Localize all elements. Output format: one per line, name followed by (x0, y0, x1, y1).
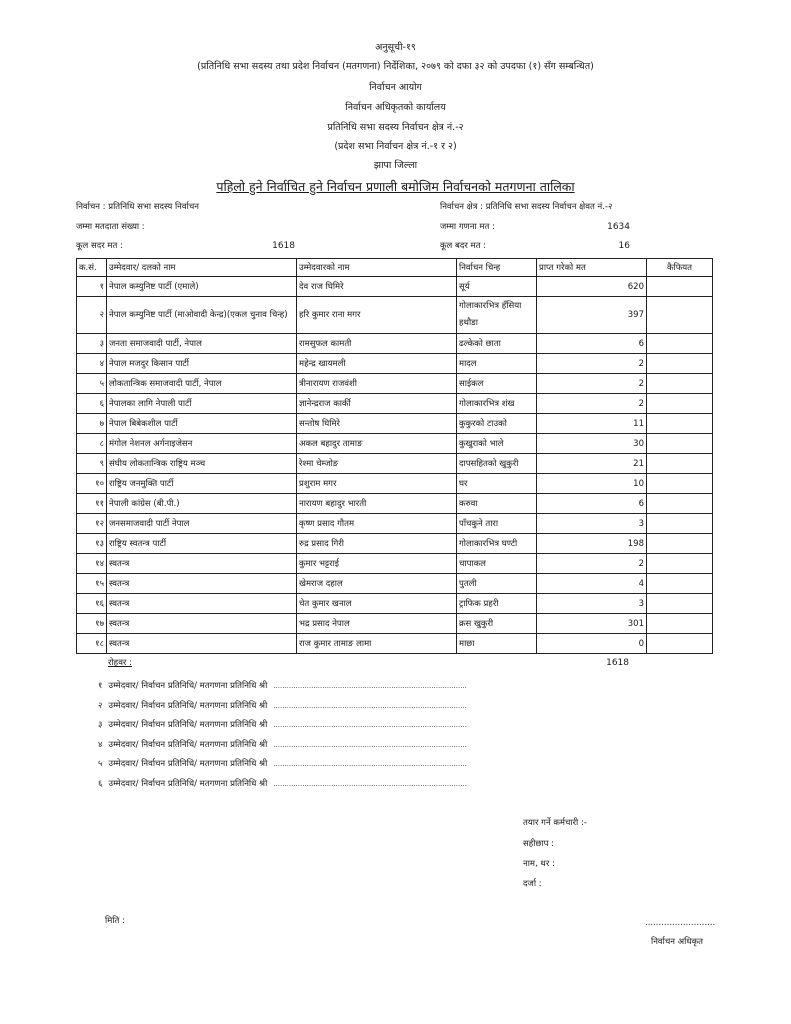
table-row (77, 277, 713, 297)
candidate-cell: देव राज घिमिरे (297, 277, 457, 297)
votes-cell: 2 (537, 354, 647, 374)
remarks-cell (647, 454, 713, 474)
symbol-cell: माछा (457, 634, 537, 654)
witness-number: ४ (98, 739, 103, 750)
schedule-label: अनुसूची-१९ (375, 42, 416, 53)
witness-label: रोहवर : (108, 658, 132, 668)
party-cell: संघीय लोकतान्त्रिक राष्ट्रिय मञ्च (107, 454, 297, 474)
symbol-cell: चापाकल (457, 554, 537, 574)
votes-cell: 2 (537, 374, 647, 394)
remarks-cell (647, 554, 713, 574)
remarks-cell (647, 277, 713, 297)
party-cell: नेपाल कम्युनिष्ट पार्टी (एमाले) (107, 277, 297, 297)
party-cell: राष्ट्रिय जनमुक्ति पार्टी (107, 474, 297, 494)
header-symbol: निर्वाचन चिन्ह (457, 259, 537, 277)
serial-cell: ११ (77, 494, 107, 514)
table-row (77, 474, 713, 494)
serial-cell: ५ (77, 374, 107, 394)
symbol-cell: करुवा (457, 494, 537, 514)
witness-signature-blank: ....................................................................................... (273, 682, 467, 690)
table-row (77, 514, 713, 534)
symbol-cell: दापसहितको खुकुरी (457, 454, 537, 474)
remarks-cell (647, 354, 713, 374)
invalid-votes-label: कूल बदर मत : (440, 241, 487, 251)
votes-cell: 198 (537, 534, 647, 554)
remarks-cell (647, 514, 713, 534)
votes-cell: 3 (537, 594, 647, 614)
votes-cell: 11 (537, 414, 647, 434)
serial-cell: ७ (77, 414, 107, 434)
witness-line (98, 779, 467, 790)
remarks-cell (647, 374, 713, 394)
serial-cell: १६ (77, 594, 107, 614)
candidate-cell: नारायण बहादुर भारती (297, 494, 457, 514)
votes-cell: 0 (537, 634, 647, 654)
prepared-by-heading: तयार गर्ने कर्मचारी :- (523, 818, 587, 828)
total-voters-label: जम्मा मतदाता संख्या : (76, 222, 145, 232)
candidate-cell: रुद्र प्रसाद गिरी (297, 534, 457, 554)
witness-role: उम्मेदवार/ निर्वाचन प्रतिनिधि/ मतगणना प्रतिनिधि श्री (108, 681, 268, 691)
symbol-cell: ढल्केको छाता (457, 334, 537, 354)
votes-cell: 21 (537, 454, 647, 474)
votes-cell: 4 (537, 574, 647, 594)
party-cell: नेपाल कम्युनिष्ट पार्टी (माओवादी केन्द्र)(एकल चुनाव चिन्ह) (107, 297, 297, 334)
header-votes: प्राप्त गरेको मत (537, 259, 647, 277)
party-cell: नेपाली कांग्रेस (बी.पी.) (107, 494, 297, 514)
serial-cell: ३ (77, 334, 107, 354)
symbol-cell: गोलाकारभित्र शंख (457, 394, 537, 414)
office-name: निर्वाचन अधिकृतको कार्यालय (345, 102, 446, 113)
officer-signature-blank: .......................... (645, 918, 716, 928)
candidate-cell: प्रशुराम मगर (297, 474, 457, 494)
party-cell: जनसमाजवादी पार्टी नेपाल (107, 514, 297, 534)
valid-votes-label: कूल सदर मत : (76, 241, 123, 251)
party-cell: राष्ट्रिय स्वतन्त्र पार्टी (107, 534, 297, 554)
table-header-row (77, 259, 713, 277)
witness-line (98, 681, 467, 692)
votes-cell: 6 (537, 334, 647, 354)
party-cell: नेपाल मजदुर किसान पार्टी (107, 354, 297, 374)
candidate-cell: रेश्मा चेम्जोङ (297, 454, 457, 474)
witness-role: उम्मेदवार/ निर्वाचन प्रतिनिधि/ मतगणना प्रतिनिधि श्री (108, 739, 268, 750)
candidate-cell: रामसुफल कामती (297, 334, 457, 354)
votes-cell: 620 (537, 277, 647, 297)
serial-cell: ४ (77, 354, 107, 374)
election-area: निर्वाचन क्षेत्र : प्रतिनिधि सभा सदस्य निर्वाचन क्षेवत नं.-२ (440, 202, 613, 212)
witness-role: उम्मेदवार/ निर्वाचन प्रतिनिधि/ मतगणना प्रतिनिधि श्री (108, 720, 268, 731)
table-row (77, 594, 713, 614)
serial-cell: २ (77, 297, 107, 334)
witness-role: उम्मेदवार/ निर्वाचन प्रतिनिधि/ मतगणना प्रतिनिधि श्री (108, 779, 268, 789)
symbol-cell: सूर्य (457, 277, 537, 297)
symbol-cell: साईकल (457, 374, 537, 394)
remarks-cell (647, 534, 713, 554)
table-row (77, 454, 713, 474)
table-row (77, 634, 713, 654)
witness-role: उम्मेदवार/ निर्वाचन प्रतिनिधि/ मतगणना प्रतिनिधि श्री (108, 759, 268, 770)
remarks-cell (647, 614, 713, 634)
provincial-constituency: (प्रदेश सभा निर्वाचन क्षेत्र नं.-१ र २) (334, 141, 457, 152)
symbol-cell: कुखुराको भाले (457, 434, 537, 454)
serial-cell: १० (77, 474, 107, 494)
party-cell: मंगोल नेशनल अर्गनाइजेसन (107, 434, 297, 454)
witness-line (98, 759, 467, 770)
remarks-cell (647, 634, 713, 654)
table-row (77, 334, 713, 354)
table-total-votes: 1618 (606, 658, 629, 668)
witness-signature-blank: ....................................................................................... (273, 701, 467, 710)
table-row (77, 534, 713, 554)
signature-label: सहीछाप : (523, 839, 555, 849)
remarks-cell (647, 414, 713, 434)
candidate-cell: महेन्द्र खायमली (297, 354, 457, 374)
table-row (77, 494, 713, 514)
total-counted-value: 1634 (607, 222, 630, 232)
serial-cell: ८ (77, 434, 107, 454)
candidate-cell: अकल बहादुर तामाङ (297, 434, 457, 454)
symbol-cell: घर (457, 474, 537, 494)
total-counted-label: जम्मा गणना मत : (440, 222, 495, 232)
votes-cell: 10 (537, 474, 647, 494)
remarks-cell (647, 574, 713, 594)
remarks-cell (647, 434, 713, 454)
witness-role: उम्मेदवार/ निर्वाचन प्रतिनिधि/ मतगणना प्रतिनिधि श्री (108, 700, 268, 711)
table-row (77, 374, 713, 394)
candidate-cell: कुमार भट्टराई (297, 554, 457, 574)
votes-cell: 2 (537, 554, 647, 574)
witness-signature-blank: ....................................................................................... (273, 780, 467, 788)
name-surname-label: नाम, थर : (523, 859, 555, 869)
votes-cell: 397 (537, 297, 647, 334)
table-row (77, 434, 713, 454)
candidate-cell: चेत कुमार खनाल (297, 594, 457, 614)
witness-line (98, 740, 467, 751)
symbol-cell: क्रस खुकुरी (457, 614, 537, 634)
remarks-cell (647, 494, 713, 514)
votes-cell: 3 (537, 514, 647, 534)
symbol-cell: गोलाकारभित्र घण्टी (457, 534, 537, 554)
witness-number: ५ (98, 759, 103, 770)
party-cell: स्वतन्त्र (107, 594, 297, 614)
header-remarks: कैफियत (647, 259, 713, 277)
votes-cell: 30 (537, 434, 647, 454)
serial-cell: ६ (77, 394, 107, 414)
witness-number: ६ (98, 779, 103, 789)
valid-votes-value: 1618 (272, 241, 295, 251)
table-row (77, 614, 713, 634)
votes-cell: 6 (537, 494, 647, 514)
party-cell: लोकतान्त्रिक समाजवादी पार्टी, नेपाल (107, 374, 297, 394)
serial-cell: १३ (77, 534, 107, 554)
remarks-cell (647, 334, 713, 354)
candidate-cell: हरि कुमार राना मगर (297, 297, 457, 334)
serial-cell: १५ (77, 574, 107, 594)
table-row (77, 394, 713, 414)
remarks-cell (647, 474, 713, 494)
serial-cell: १२ (77, 514, 107, 534)
serial-cell: ९ (77, 454, 107, 474)
party-cell: स्वतन्त्र (107, 574, 297, 594)
reference-line: (प्रतिनिधि सभा सदस्य तथा प्रदेश निर्वाचन (मतगणना) निर्देशिका, २०७९ को दफा ३२ को उपदफा (१) सँग सम्बन्धित) (197, 61, 594, 72)
election-type: निर्वाचन : प्रतिनिधि सभा सदस्य निर्वाचन (76, 202, 199, 212)
symbol-cell: मादल (457, 354, 537, 374)
party-cell: नेपाल बिबेकशील पार्टी (107, 414, 297, 434)
invalid-votes-value: 16 (618, 241, 630, 251)
votes-cell: 2 (537, 394, 647, 414)
vote-count-table (76, 258, 713, 654)
witness-line (98, 720, 467, 731)
candidate-cell: सन्तोष घिमिरे (297, 414, 457, 434)
officer-title: निर्वाचन अधिकृत (651, 937, 703, 947)
party-cell: स्वतन्त्र (107, 634, 297, 654)
symbol-cell: कुकुरको टाउको (457, 414, 537, 434)
symbol-cell: गोलाकारभित्र हँसिया हथौडा (457, 297, 537, 334)
rank-label: दर्जा : (523, 879, 542, 889)
document-title: पहिलो हुने निर्वाचित हुने निर्वाचन प्रणाली बमोजिम निर्वाचनको मतगणना तालिका (216, 179, 575, 194)
header-serial: क.सं. (77, 259, 107, 277)
table-row (77, 297, 713, 334)
witness-number: १ (98, 681, 103, 691)
remarks-cell (647, 394, 713, 414)
serial-cell: १ (77, 277, 107, 297)
candidate-cell: राज कुमार तामाङ लामा (297, 634, 457, 654)
candidate-cell: भद्र प्रसाद नेपाल (297, 614, 457, 634)
serial-cell: १८ (77, 634, 107, 654)
table-row (77, 354, 713, 374)
symbol-cell: पुतली (457, 574, 537, 594)
party-cell: स्वतन्त्र (107, 554, 297, 574)
candidate-cell: खेमराज दहाल (297, 574, 457, 594)
table-row (77, 574, 713, 594)
party-cell: जनता समाजवादी पार्टी, नेपाल (107, 334, 297, 354)
candidate-cell: त्रीनारायण राजवंशी (297, 374, 457, 394)
header-party: उम्मेदवार/ दलको नाम (107, 259, 297, 277)
district-name: झापा जिल्ला (373, 160, 418, 171)
symbol-cell: ट्राफिक प्रहरी (457, 594, 537, 614)
votes-cell: 301 (537, 614, 647, 634)
remarks-cell (647, 594, 713, 614)
remarks-cell (647, 297, 713, 334)
witness-signature-blank: ....................................................................................... (273, 760, 467, 769)
candidate-cell: ज्ञानेन्द्रराज कार्की (297, 394, 457, 414)
serial-cell: १४ (77, 554, 107, 574)
commission-name: निर्वाचन आयोग (369, 82, 422, 93)
witness-number: २ (98, 700, 103, 711)
candidate-cell: कृष्ण प्रसाद गौतम (297, 514, 457, 534)
constituency-name: प्रतिनिधि सभा सदस्य निर्वाचन क्षेत्र नं.-२ (327, 122, 464, 133)
witness-signature-blank: ....................................................................................... (273, 740, 467, 749)
date-label: मिति : (105, 916, 125, 926)
party-cell: स्वतन्त्र (107, 614, 297, 634)
table-row (77, 414, 713, 434)
party-cell: नेपालका लागि नेपाली पार्टी (107, 394, 297, 414)
table-row (77, 554, 713, 574)
witness-signature-blank: ....................................................................................... (273, 721, 467, 730)
header-candidate: उम्मेदवारको नाम (297, 259, 457, 277)
serial-cell: १७ (77, 614, 107, 634)
symbol-cell: पाँचकुने तारा (457, 514, 537, 534)
witness-line (98, 701, 467, 712)
witness-number: ३ (98, 720, 103, 731)
